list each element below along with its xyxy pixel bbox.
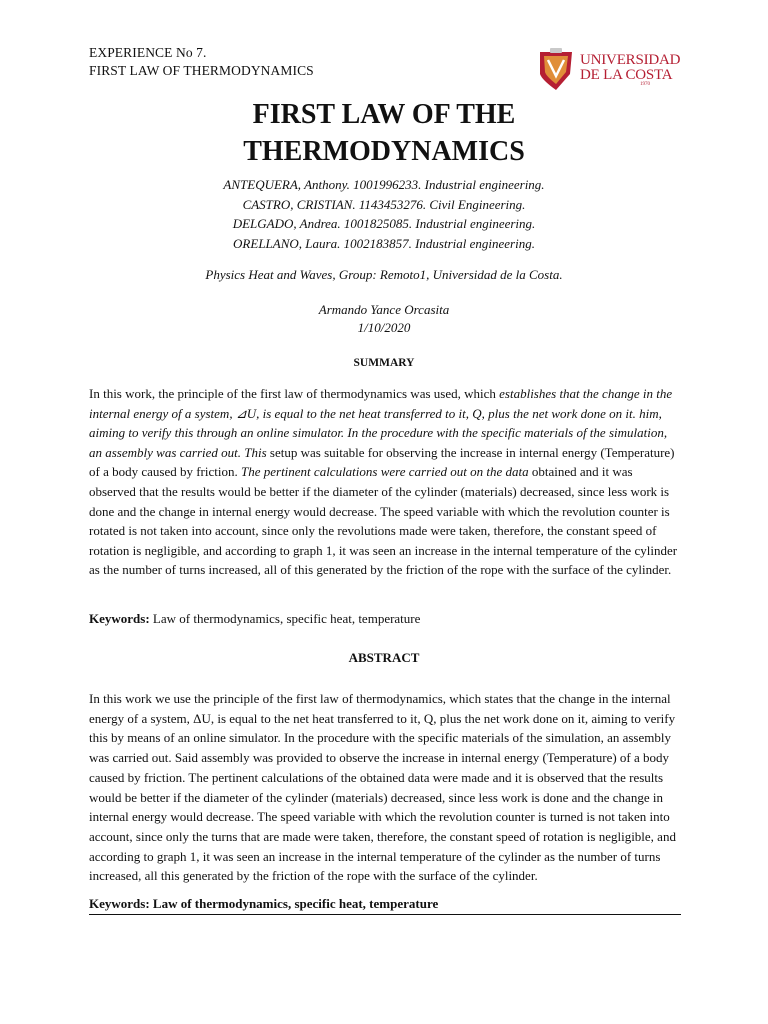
logo-year: 1970: [640, 82, 650, 87]
author-2: CASTRO, CRISTIAN. 1143453276. Civil Engineering.: [242, 196, 526, 212]
header-experience: EXPERIENCE No 7.: [89, 45, 207, 60]
logo-text-line1: UNIVERSIDAD: [580, 52, 681, 68]
abstract-paragraph: In this work we use the principle of the first law of thermodynamics, which states that the change in the internal energy of a system, ΔU, is equal to the net heat transferred to it, Q, plus the net work done on it, aiming to verify this by means of an online simulator. In the procedure with the specific materials of the simulation, an assembly was carried out. Said assembly was provided to observe the increase in internal energy (Temperature) of a body caused by friction. The pertinent calculations of the obtained data were made and it is observed that the results would be better if the diameter of the cylinder (materials) decreased, since less work is done and the change in internal energy would decrease. The speed variable with which the revolution counter is turned is not taken into account, since only the turns that are made were taken, therefore, the constant speed of rotation is negligible, and according to graph 1, it was seen an increase in the internal temperature of the cylinder as the number of turns increased, all this generated by the friction of the rope with the surface of the cylinder.: [89, 691, 676, 884]
professor-name: Armando Yance Orcasita: [318, 302, 450, 317]
running-header: [89, 44, 314, 80]
abstract-heading: ABSTRACT: [348, 650, 420, 665]
summary-text-b: establishes that the change in the internal energy of a system, ⊿U, is equal to the net heat transferred to it, Q, plus the net work done on it. him, aiming to verify this through an online simulator. In the procedure with the specific materials of the simulation, an assembly was carried out. This: [89, 386, 673, 460]
header-subject: FIRST LAW OF THERMODYNAMICS: [89, 63, 314, 78]
summary-text-e: obtained and it was observed that the results would be better if the diameter of the cylinder (materials) decreased, since less work is done and the change in internal energy would decrease. The speed variable with which the revolution counter is rotated is not taken into account, since only the revolutions made were taken, therefore, the constant speed of rotation is negligible, and according to graph 1, it was seen an increase in the internal temperature of the cylinder as the number of turns increased, all of this generated by the friction of the rope with the surface of the cylinder.: [89, 464, 678, 578]
professor-block: [0, 301, 768, 337]
author-3: DELGADO, Andrea. 1001825085. Industrial engineering.: [232, 216, 536, 231]
author-1: ANTEQUERA, Anthony. 1001996233. Industrial engineering.: [223, 177, 545, 192]
abstract-keywords: Keywords: Law of thermodynamics, specific heat, temperature: [89, 895, 681, 915]
author-4: ORELLANO, Laura. 1002183857. Industrial engineering.: [233, 235, 535, 251]
summary-heading: SUMMARY: [353, 357, 415, 369]
author-list: [0, 175, 768, 253]
title-line1: FIRST LAW OF THE: [252, 99, 516, 130]
shield-icon: [536, 46, 576, 92]
summary-text-a: In this work, the principle of the first law of thermodynamics was used, which: [89, 386, 500, 401]
university-logo: [536, 44, 681, 94]
summary-keywords: [89, 610, 420, 628]
keywords-text: Law of thermodynamics, specific heat, temperature: [149, 611, 421, 626]
summary-paragraph: [89, 384, 681, 580]
summary-text-d: The pertinent calculations were carried out on the data: [240, 464, 529, 480]
logo-text-line2: DE LA COSTA: [580, 67, 673, 83]
affiliation: Physics Heat and Waves, Group: Remoto1, Universidad de la Costa.: [205, 267, 563, 282]
keywords-label: Keywords:: [89, 611, 150, 626]
summary-text-c: setup was suitable for observing the increase in internal energy (Temperature) of a body caused by friction.: [89, 444, 675, 480]
title-line2: THERMODYNAMICS: [243, 136, 525, 167]
paper-title: [0, 96, 768, 170]
date: 1/10/2020: [357, 320, 411, 335]
